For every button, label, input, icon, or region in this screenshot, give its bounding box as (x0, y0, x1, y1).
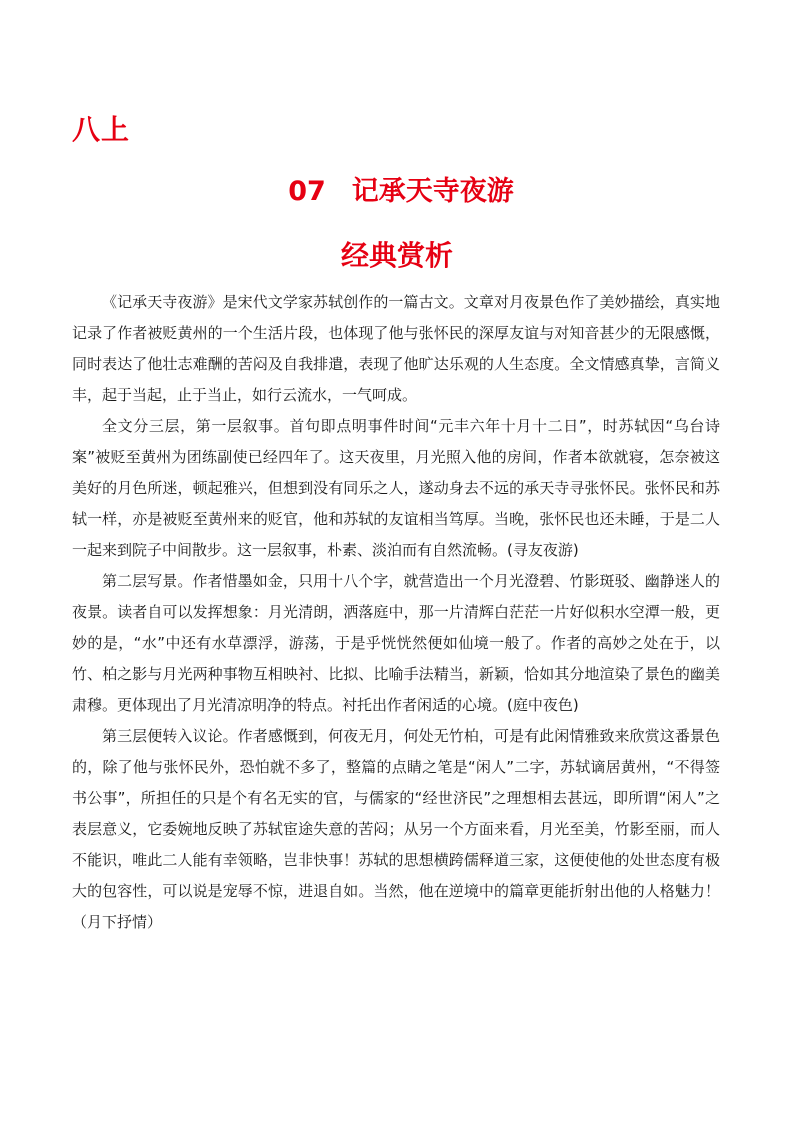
paragraph-intro: 《记承天寺夜游》是宋代文学家苏轼创作的一篇古文。文章对月夜景色作了美妙描绘，真实地记录了作者被贬黄州的一个生活片段，也体现了他与张怀民的深厚友谊与对知音甚少的无限感慨，同时表达了他壮志难酬的苦闷及自我排遣，表现了他旷达乐观的人生态度。全文情感真挚，言简义丰，起于当起，止于当止，如行云流水，一气呵成。 (72, 293, 720, 404)
paragraph-layer-one: 全文分三层，第一层叙事。首句即点明事件时间“元丰六年十月十二日”，时苏轼因“乌台诗案”被贬至黄州为团练副使已经四年了。这天夜里，月光照入他的房间，作者本欲就寝，怎奈被这美好的月色所迷，顿起雅兴，但想到没有同乐之人，遂动身去不远的承天寺寻张怀民。张怀民和苏轼一样，亦是被贬至黄州来的贬官，他和苏轼的友谊相当笃厚。当晚，张怀民也还未睡，于是二人一起来到院子中间散步。这一层叙事，朴素、淡泊而有自然流畅。(寻友夜游) (72, 417, 720, 559)
section-title: 经典赏析 (340, 239, 453, 272)
lesson-title: 记承天寺夜游 (351, 176, 514, 207)
lesson-heading (0, 172, 794, 212)
grade-label: 八上 (72, 113, 131, 146)
paragraph-layer-three: 第三层便转入议论。作者感慨到，何夜无月，何处无竹柏，可是有此闲情雅致来欣赏这番景色的，除了他与张怀民外，恐怕就不多了，整篇的点睛之笔是“闲人”二字，苏轼谪居黄州，“不得签书公事”，所担任的只是个有名无实的官，与儒家的“经世济民”之理想相去甚远，即所谓“闲人”之表层意义，它委婉地反映了苏轼宦途失意的苦闷；从另一个方面来看，月光至美，竹影至丽，而人不能识，唯此二人能有幸领略，岂非快事！苏轼的思想横跨儒释道三家，这便使他的处世态度有极大的包容性，可以说是宠辱不惊，进退自如。当然，他在逆境中的篇章更能折射出他的人格魅力！（月下抒情） (72, 727, 720, 931)
article-body (72, 287, 720, 938)
paragraph-layer-two: 第二层写景。作者惜墨如金，只用十八个字，就营造出一个月光澄碧、竹影斑驳、幽静迷人的夜景。读者自可以发挥想象：月光清朗，洒落庭中，那一片清辉白茫茫一片好似积水空潭一般，更妙的是，“水”中还有水草漂浮，游荡，于是乎恍恍然便如仙境一般了。作者的高妙之处在于，以竹、柏之影与月光两种事物互相映衬、比拟、比喻手法精当，新颖，恰如其分地渲染了景色的幽美肃穆。更体现出了月光清凉明净的特点。衬托出作者闲适的心境。(庭中夜色) (72, 572, 720, 714)
lesson-number: 07 (288, 176, 326, 207)
